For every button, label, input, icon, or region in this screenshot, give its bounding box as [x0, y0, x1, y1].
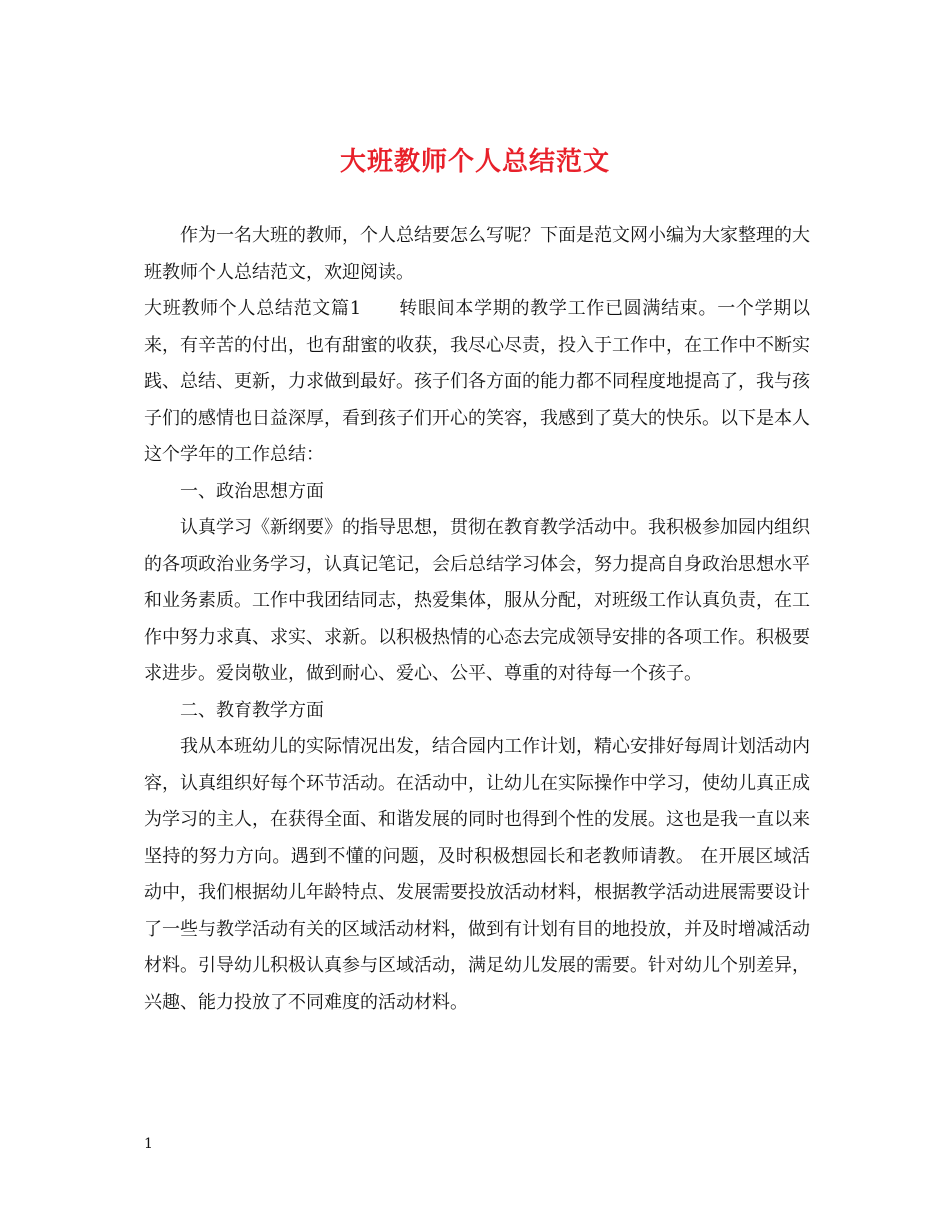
heading-education-teaching: 二、教育教学方面: [180, 699, 324, 721]
document-body: [144, 218, 810, 1021]
page-number: 1: [144, 1136, 153, 1152]
document-title: 大班教师个人总结范文: [339, 147, 610, 177]
heading-political-thought: 一、政治思想方面: [180, 480, 324, 502]
paragraph-education-teaching: 我从本班幼儿的实际情况出发，结合园内工作计划，精心安排好每周计划活动内容，认真组织好每个环节活动。在活动中，让幼儿在实际操作中学习，使幼儿真正成为学习的主人，在获得全面、和谐发展的同时也得到个性的发展。这也是我一直以来坚持的努力方向。遇到不懂的问题，及时积极想园长和老教师请教。 在开展区域活动中，我们根据幼儿年龄特点、发展需要投放活动材料，根据教学活动进展需要设计了一些与教学活动有关的区域活动材料，做到有计划有目的地投放，并及时增减活动材料。引导幼儿积极认真参与区域活动，满足幼儿发展的需要。针对幼儿个别差异，兴趣、能力投放了不同难度的活动材料。: [144, 736, 810, 1013]
paragraph-political-thought: 认真学习《新纲要》的指导思想，贯彻在教育教学活动中。我积极参加园内组织的各项政治业务学习，认真记笔记，会后总结学习体会，努力提高自身政治思想水平和业务素质。工作中我团结同志，热爱集体，服从分配，对班级工作认真负责，在工作中努力求真、求实、求新。以积极热情的心态去完成领导安排的各项工作。积极要求进步。爱岗敬业，做到耐心、爱心、公平、尊重的对待每一个孩子。: [144, 517, 810, 684]
paragraph-intro: 作为一名大班的教师，个人总结要怎么写呢？下面是范文网小编为大家整理的大班教师个人总结范文，欢迎阅读。: [144, 225, 810, 283]
paragraph-section-1-opening: 大班教师个人总结范文篇1 转眼间本学期的教学工作已圆满结束。一个学期以来，有辛苦的付出，也有甜蜜的收获，我尽心尽责，投入于工作中，在工作中不断实践、总结、更新，力求做到最好。孩子们各方面的能力都不同程度地提高了，我与孩子们的感情也日益深厚，看到孩子们开心的笑容，我感到了莫大的快乐。以下是本人这个学年的工作总结：: [144, 298, 810, 465]
